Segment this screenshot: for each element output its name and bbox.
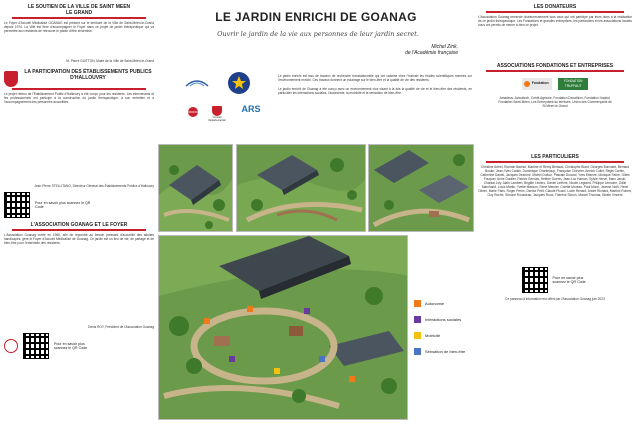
- fondation-logo: [522, 78, 552, 90]
- fondation-logo-label: Fondation: [531, 80, 549, 85]
- fondation-truffaut-logo: [558, 78, 588, 90]
- garden-render-3: [369, 145, 474, 232]
- title-underline: [486, 11, 624, 13]
- fondation-mark-icon: [524, 81, 530, 87]
- title-underline: [12, 88, 146, 90]
- legend-swatch-bien-etre: [414, 348, 421, 355]
- ars-logo-label: ARS: [241, 104, 261, 114]
- legend-item: [414, 332, 478, 339]
- qr-code-icon[interactable]: [522, 267, 548, 293]
- author-title: de l'Académie française: [405, 50, 458, 56]
- donateurs-text: L'Association Goanag remercie chaleureusement tous ceux qui ont participé par leurs dons à la réalisation de ce jardin thérapeutique. Les Fondations et grandes entreprises, les particuliers et les associations locales nous ont permis de mener à bien ce projet.: [478, 15, 632, 28]
- qr-code-icon[interactable]: [4, 192, 30, 218]
- description-para-2: Le jardin enrichi de Goanag a été conçu avec un environnement clos visant à la fois la qualité de vie et le bien-être des résidents, en particulier les interactions sociales, l'autonomie, la motricité et la sensation de bien-être.: [278, 87, 472, 96]
- partner-logos: [162, 56, 274, 136]
- quote: Ouvrir le jardin de la vie aux personnes de leur jardin secret.: [217, 30, 419, 38]
- garden-render-1: [159, 145, 233, 232]
- departement-crest-icon: [212, 106, 222, 116]
- association-signature: Denis ROY, Président de l'Association Goanag: [88, 325, 154, 329]
- garden-aerial-view-2: [236, 144, 366, 232]
- right-column: [478, 4, 632, 420]
- legend-swatch-interactions: [414, 316, 421, 323]
- ars-logo: [236, 104, 266, 122]
- title-underline: [12, 17, 146, 19]
- qr-label: Pour en savoir plus scannez le QR Code: [552, 275, 586, 284]
- title-underline: [486, 161, 624, 163]
- fondations-title: ASSOCIATIONS FONDATIONS ET ENTREPRISES: [496, 63, 614, 69]
- legend-label: Intéractions sociales: [425, 317, 462, 322]
- title-underline: [12, 229, 146, 231]
- description: [278, 74, 472, 95]
- fondation-logos: [478, 75, 632, 93]
- legend: [414, 300, 478, 364]
- soutien-text: Le Foyer d'Accueil Médicalisé GOANAG est présent sur le territoire de la Ville de Saint-Méen-le-Grand depuis 1974. La Ville est fière d'accompagner le Foyer dans ce projet de jardin thérapeutique qui va permettre aux résidents de retrouver le plaisir d'être ensemble.: [4, 21, 154, 34]
- qr-label: Pour en savoir plus scannez le QR Code: [35, 200, 91, 209]
- left-column: [4, 4, 154, 420]
- garden-aerial-view-3: [368, 144, 474, 232]
- qr-block-2: [4, 333, 154, 359]
- author-name: Michel Zink,: [431, 44, 458, 50]
- legend-item: [414, 300, 478, 307]
- qr-code-icon[interactable]: [23, 333, 49, 359]
- soutien-signature: M. Pierre GUITTON, Maire de la Ville de Saint-Méen-le-Grand: [66, 59, 154, 63]
- garden-render-main: [159, 236, 408, 420]
- institution-logo-icon: [184, 78, 210, 92]
- qr-label: Pour en savoir plus scannez le QR Code: [54, 341, 88, 350]
- qr-block: [4, 192, 154, 218]
- goanag-logo-icon: [4, 339, 18, 353]
- particuliers-title: LES PARTICULIERS: [531, 154, 579, 160]
- rose-emblem-icon: [184, 106, 202, 120]
- entreprises-list: Amadeus, Avicultech, Crédit Agricole, Fondation Decathlon, Fondation Hopital, Fondation Saint-Méen, Les Entreprises du territoire, Union des Commerçants de St Méen le Grand: [498, 96, 612, 108]
- association-text: L'Association Goanag créée en 1966, afin de répondre au besoin pressant d'accueillir des adultes handicapés, gère le Foyer d'Accueil Médicalisé de Goanag. Ce jardin est un lieu de vie, de partage et de bien-être pour l'ensemble des résidents.: [4, 233, 154, 246]
- legend-swatch-autonomie: [414, 300, 421, 307]
- credit-text: Ce panneau d'information est offert par l'Association Goanag juin 2023: [505, 297, 605, 301]
- star-seal-icon: [228, 72, 250, 94]
- soutien-title: LE SOUTIEN DE LA VILLE DE SAINT MEEN LE GRAND: [27, 4, 131, 16]
- quote-author: [338, 44, 458, 56]
- donateurs-title: LES DONATEURS: [533, 4, 577, 10]
- legend-label: Sensation de bien-être: [425, 349, 466, 354]
- fondation-truffaut-label: FONDATION TRUFFAUT: [563, 78, 583, 88]
- legend-label: Autonomie: [425, 301, 445, 306]
- garden-aerial-view-main: [158, 235, 408, 420]
- departement-logo-label: Conseil Départemental: [208, 116, 226, 122]
- particuliers-list: Christine Arthel, Romain Bachut, Martine et Remy Bertaud, Christophe Biard, Georges Bonvalet, Bernard Boutin, Jean-Yves Cantin, Dominique Chanteloup, Françoise Chevrier, Annick Collet, Régis Corbin, Catherine Daniel, Jacques Delorme, Michel Dufour, Pascale Durand, Yves Etienne, Monique Fabre, Gilles Fouquet, Anne Gautier, Patrick Gervais, Hélène Guérin, Jean-Luc Hamon, Sylvie Hervé, Marc Jacob, Chantal Joly, Alain Lambert, Brigitte Leclerc, Daniel Lefèvre, Nicole Legrand, Philippe Lemoine, Odile Marchand, Louis Martin, Yvette Masson, René Mercier, Colette Moreau, Paul Morin, Jeanne Noël, Henri Olivier, Marie Paris, Roger Perrin, Denise Petit, Claude Picard, Lucie Renard, André Richard, Martine Robert, Guy Roche, Simone Rousseau, Jacques Roux, Thérèse Simon, Marcel Thomas, Gisèle Vincent: [478, 165, 632, 197]
- legend-item: [414, 316, 478, 323]
- participation-signature: Jean-Pierre STELLITANO, Directeur Général des Établissements Publics d'Hallouvry: [34, 184, 154, 188]
- saint-meen-crest-icon: [4, 71, 18, 87]
- legend-label: Motricité: [425, 333, 441, 338]
- garden-render-2: [237, 145, 366, 232]
- qr-block-3: [478, 267, 632, 293]
- legend-item: [414, 348, 478, 355]
- description-para-1: Le jardin enrichi est issu de travaux de recherche translationnelle qui ont valorisé chez l'humain les études scientifiques menées sur l'environnement enrichi. Ces travaux donnent un éclairage sur le bien-être et la qualité de vie des résidents.: [278, 74, 472, 83]
- participation-title: LA PARTICIPATION DES ÉTABLISSEMENTS PUBLICS D'HALLOUVRY: [24, 69, 152, 81]
- page-title: LE JARDIN ENRICHI DE GOANAG: [215, 10, 417, 24]
- title-underline: [486, 70, 624, 72]
- legend-swatch-motricite: [414, 332, 421, 339]
- association-title: L'ASSOCIATION GOANAG ET LE FOYER: [30, 222, 128, 228]
- garden-aerial-view-1: [158, 144, 233, 232]
- departement-logo: [206, 106, 228, 120]
- participation-text: Le projet retenu de l'Établissement Public d'Hallouvry a été conçu pour les résidents. Les intervenants et les professionnels ont participé à la construction du jardin thérapeutique, à son entretien et à l'accompagnement des personnes accueillies.: [4, 92, 154, 105]
